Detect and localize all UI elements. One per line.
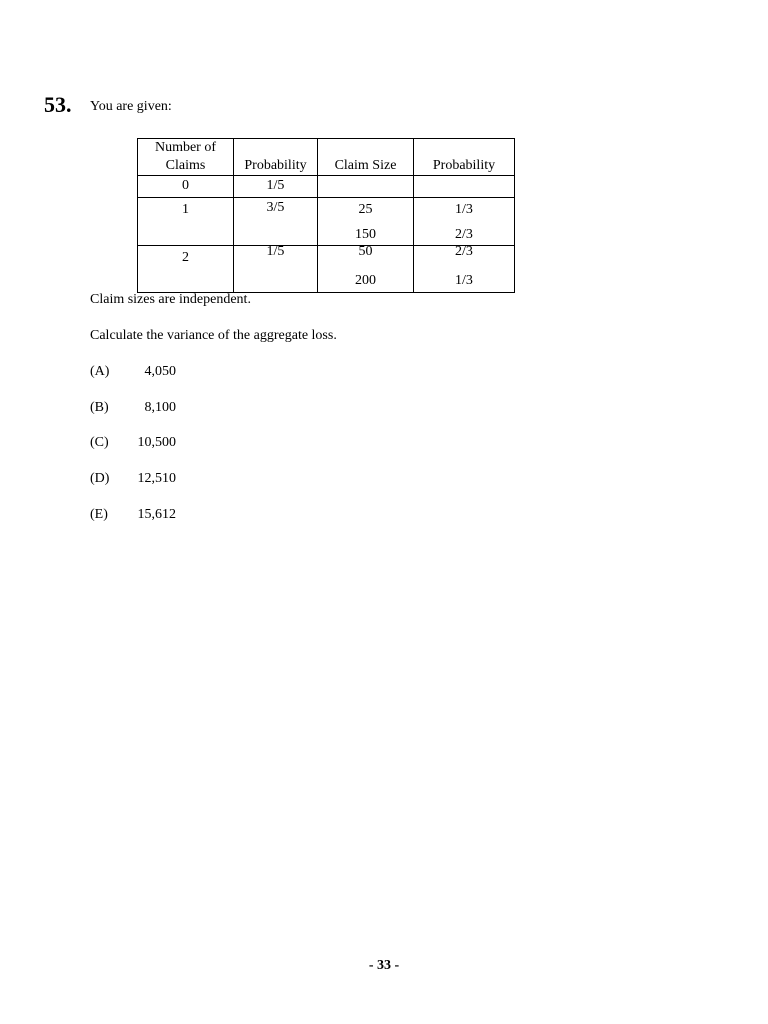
choice-letter: (C) [90,435,109,450]
choice-value: 8,100 [144,400,176,415]
cell-claim-size [318,176,414,198]
page-number: - 33 - [368,958,400,973]
claim-size-value: 50 [358,244,373,259]
header-number-of-claims-line2: Claims [165,158,206,173]
table-header-row [138,139,515,176]
cell-size-probability [414,176,515,198]
answer-choice-d [90,471,176,487]
cell-claims-value: 2 [182,250,189,265]
independence-note: Claim sizes are independent. [90,292,251,307]
table-row [138,176,515,198]
claim-size-value: 200 [355,273,376,288]
size-probability-value: 1/3 [455,273,473,288]
cell-probability-value: 3/5 [266,200,285,215]
choice-value: 15,612 [137,507,176,522]
cell-claims: 0 [138,176,234,198]
header-number-of-claims-line1: Number of [154,140,217,155]
header-claim-size: Claim Size [318,139,414,176]
cell-claim-size [318,198,414,246]
size-probability-value: 1/3 [455,202,473,217]
cell-size-probability [414,198,515,246]
cell-probability [234,246,318,293]
claim-size-value: 150 [355,227,376,242]
question-number: 53. [44,92,72,117]
choice-value: 10,500 [137,435,176,450]
choice-letter: (A) [90,364,110,379]
cell-claims [138,246,234,293]
cell-claim-size [318,246,414,293]
table-row [138,246,515,293]
answer-choice-e [90,507,176,523]
cell-claims-value: 1 [182,202,189,217]
claims-table [137,138,515,293]
cell-size-probability [414,246,515,293]
table-row [138,198,515,246]
cell-claims [138,198,234,246]
size-probability-value: 2/3 [455,227,473,242]
size-probability-value: 2/3 [455,244,473,259]
choice-letter: (B) [90,400,109,415]
answer-choice-a [90,364,176,380]
claim-size-value: 25 [358,202,373,217]
question-prompt: Calculate the variance of the aggregate loss. [90,328,337,343]
choice-value: 4,050 [144,364,176,379]
header-size-probability: Probability [414,139,515,176]
header-probability: Probability [234,139,318,176]
choice-value: 12,510 [137,471,176,486]
header-number-of-claims [138,139,234,176]
answer-choice-b [90,400,176,416]
cell-probability-value: 1/5 [266,244,285,259]
question-intro: You are given: [90,99,172,114]
choice-letter: (E) [90,507,108,522]
cell-probability [234,198,318,246]
cell-probability: 1/5 [234,176,318,198]
choice-letter: (D) [90,471,110,486]
answer-choice-c [90,435,176,451]
